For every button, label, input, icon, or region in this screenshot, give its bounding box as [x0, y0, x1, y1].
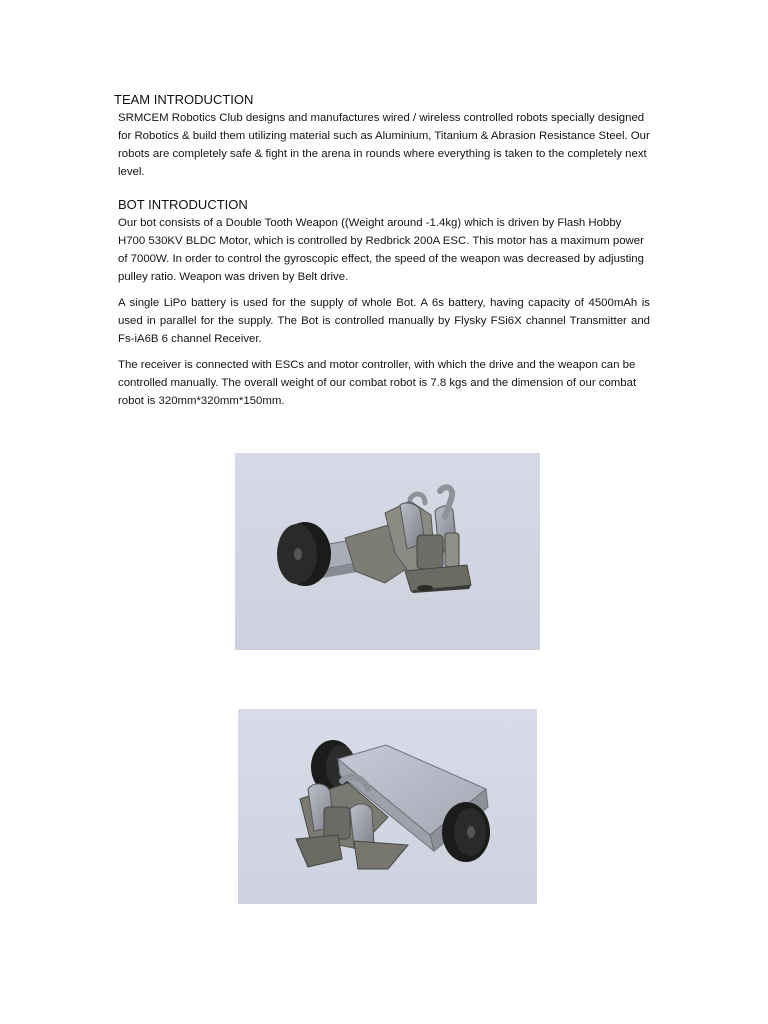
bot-introduction-paragraph-1: Our bot consists of a Double Tooth Weapon ((Weight around -1.4kg) which is driven by Flash Hobby H700 530KV BLDC Motor, which is controlled by Redbrick 200A ESC. This motor has a maximum power of 7000W. In order to control the gyroscopic effect, the speed of the weapon was decreased by adjusting pulley ratio. Weapon was driven by Belt drive. [118, 217, 644, 283]
robot-side-view-render-icon [235, 453, 540, 650]
robot-isometric-view-figure [238, 709, 537, 904]
bot-introduction-heading: BOT INTRODUCTION [118, 197, 248, 212]
team-introduction-paragraph: SRMCEM Robotics Club designs and manufactures wired / wireless controlled robots specially designed for Robotics & build them utilizing material such as Aluminium, Titanium & Abrasion Resistance Steel. Our robots are completely safe & fight in the arena in rounds where everything is taken to the completely next level. [118, 112, 650, 178]
robot-isometric-view-render-icon [238, 709, 537, 904]
team-introduction-heading: TEAM INTRODUCTION [114, 92, 254, 107]
bot-introduction-paragraph-3: The receiver is connected with ESCs and motor controller, with which the drive and the weapon can be controlled manually. The overall weight of our combat robot is 7.8 kgs and the dimension of our combat robot is 320mm*320mm*150mm. [118, 359, 637, 407]
bot-introduction-paragraph-2: A single LiPo battery is used for the supply of whole Bot. A 6s battery, having capacity of 4500mAh is used in parallel for the supply. The Bot is controlled manually by Flysky FSi6X channel Transmitter and Fs-iA6B 6 channel Receiver. [118, 297, 650, 345]
robot-side-view-figure [235, 453, 540, 650]
